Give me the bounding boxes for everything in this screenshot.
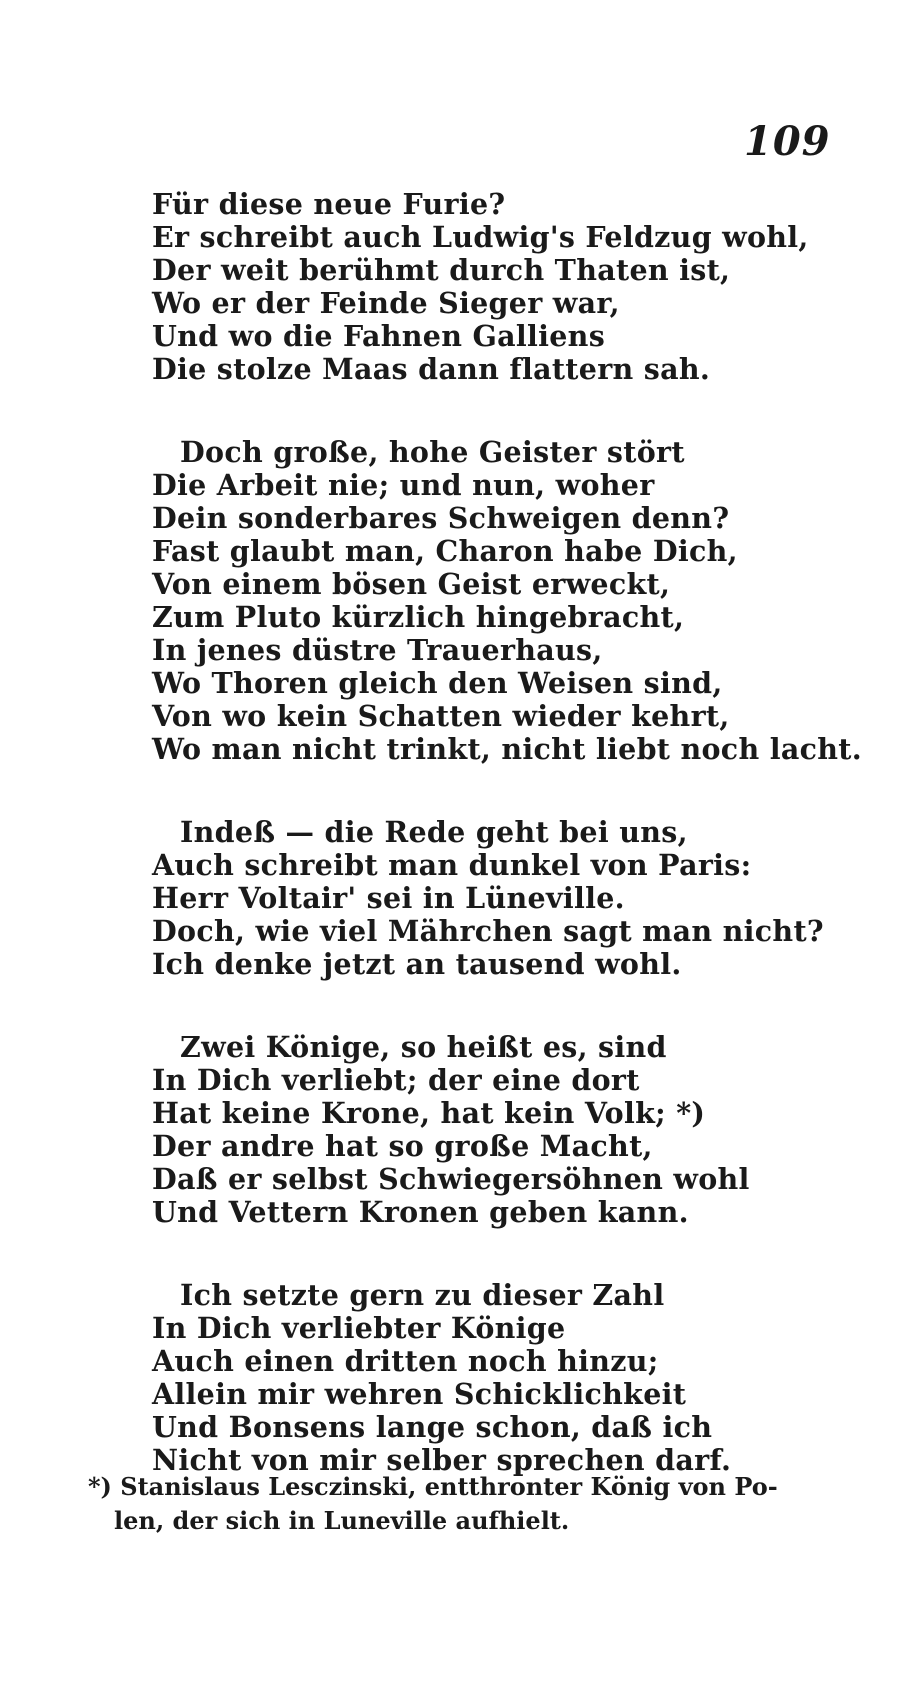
poem-line: In Dich verliebter Könige — [152, 1311, 566, 1345]
poem-line: Allein mir wehren Schicklichkeit — [152, 1377, 687, 1411]
poem-line: In jenes düstre Trauerhaus, — [152, 633, 603, 667]
poem-line: Indeß — die Rede geht bei uns, — [180, 815, 688, 849]
poem-line: Und Vettern Kronen geben kann. — [152, 1195, 689, 1229]
poem-line: Wo Thoren gleich den Weisen sind, — [152, 666, 723, 700]
poem-line: Von einem bösen Geist erweckt, — [152, 567, 671, 601]
poem-line: Der andre hat so große Macht, — [152, 1129, 653, 1163]
poem-line: Daß er selbst Schwiegersöhnen wohl — [152, 1162, 750, 1196]
poem-line: Die stolze Maas dann flattern sah. — [152, 352, 711, 386]
poem-line: Ich setzte gern zu dieser Zahl — [180, 1278, 665, 1312]
poem-line: Für diese neue Furie? — [152, 187, 506, 221]
poem-line: Herr Voltair' sei in Lüneville. — [152, 881, 625, 915]
poem-line: Zum Pluto kürzlich hingebracht, — [152, 600, 685, 634]
poem-line: Auch schreibt man dunkel von Paris: — [152, 848, 752, 882]
poem — [152, 187, 862, 1527]
poem-line: Wo er der Feinde Sieger war, — [152, 286, 620, 320]
stanza-3 — [152, 816, 852, 981]
footnote — [88, 1470, 808, 1538]
poem-line: Hat keine Krone, hat kein Volk; *) — [152, 1096, 706, 1130]
poem-line: Von wo kein Schatten wieder kehrt, — [152, 699, 730, 733]
footnote-line-2: len, der sich in Luneville aufhielt. — [114, 1506, 570, 1535]
stanza-1 — [152, 188, 852, 386]
poem-line: Doch, wie viel Mährchen sagt man nicht? — [152, 914, 824, 948]
poem-line: In Dich verliebt; der eine dort — [152, 1063, 640, 1097]
poem-line: Doch große, hohe Geister stört — [180, 435, 685, 469]
poem-line: Die Arbeit nie; und nun, woher — [152, 468, 655, 502]
footnote-line-1: *) Stanislaus Lesczinski, entthronter König von Po- — [88, 1472, 778, 1501]
poem-line: Ich denke jetzt an tausend wohl. — [152, 947, 682, 981]
poem-line: Wo man nicht trinkt, nicht liebt noch lacht. — [152, 732, 862, 766]
poem-line: Auch einen dritten noch hinzu; — [152, 1344, 659, 1378]
poem-line: Und wo die Fahnen Galliens — [152, 319, 606, 353]
stanza-4 — [152, 1031, 852, 1229]
poem-line: Zwei Könige, so heißt es, sind — [180, 1030, 667, 1064]
poem-line: Dein sonderbares Schweigen denn? — [152, 501, 730, 535]
poem-line: Er schreibt auch Ludwig's Feldzug wohl, — [152, 220, 809, 254]
poem-line: Nicht von mir selber sprechen darf. — [152, 1443, 732, 1477]
poem-line: Und Bonsens lange schon, daß ich — [152, 1410, 713, 1444]
page-number: 109 — [744, 118, 831, 165]
stanza-2 — [152, 435, 862, 766]
stanza-5 — [152, 1279, 852, 1477]
poem-line: Der weit berühmt durch Thaten ist, — [152, 253, 731, 287]
poem-line: Fast glaubt man, Charon habe Dich, — [152, 534, 738, 568]
